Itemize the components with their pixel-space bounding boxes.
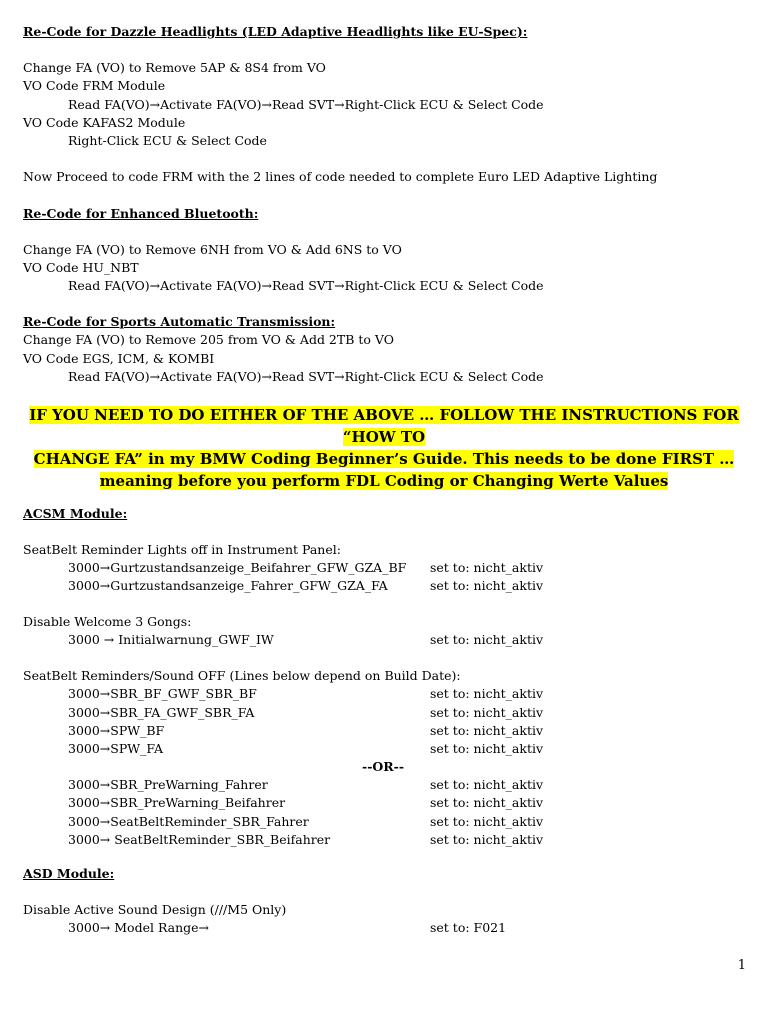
code-line: 3000→Gurtzustandsanzeige_Beifahrer_GFW_GZA_BF	[68, 560, 407, 575]
code-line: 3000→ SeatBeltReminder_SBR_Beifahrer	[68, 832, 331, 847]
code-line: 3000→SeatBeltReminder_SBR_Fahrer	[68, 814, 309, 829]
code-value: set to: nicht_aktiv	[430, 578, 544, 593]
section-heading-asd: ASD Module:	[23, 866, 115, 881]
text-line: Change FA (VO) to Remove 6NH from VO & Add 6NS to VO	[23, 242, 402, 257]
text-line: Read FA(VO)→Activate FA(VO)→Read SVT→Right-Click ECU & Select Code	[68, 369, 544, 384]
code-value: set to: nicht_aktiv	[430, 832, 544, 847]
text-line: Read FA(VO)→Activate FA(VO)→Read SVT→Right-Click ECU & Select Code	[68, 278, 544, 293]
code-value: set to: nicht_aktiv	[430, 686, 544, 701]
section-heading-enhanced-bluetooth: Re-Code for Enhanced Bluetooth:	[23, 206, 259, 221]
page-number: 1	[737, 958, 746, 973]
code-line: 3000→SPW_BF	[68, 723, 165, 738]
text-line: VO Code FRM Module	[23, 78, 166, 93]
code-value: set to: nicht_aktiv	[430, 705, 544, 720]
text-line: VO Code EGS, ICM, & KOMBI	[23, 351, 215, 366]
code-line: 3000→ Model Range→	[68, 920, 210, 935]
code-value: set to: nicht_aktiv	[430, 560, 544, 575]
group-title: SeatBelt Reminder Lights off in Instrument Panel:	[23, 542, 341, 557]
code-value: set to: nicht_aktiv	[430, 741, 544, 756]
code-value: set to: nicht_aktiv	[430, 632, 544, 647]
code-value: set to: nicht_aktiv	[430, 777, 544, 792]
group-title: Disable Welcome 3 Gongs:	[23, 614, 192, 629]
code-line: 3000→SPW_FA	[68, 741, 163, 756]
notice-line: IF YOU NEED TO DO EITHER OF THE ABOVE … FOLLOW THE INSTRUCTIONS FOR “HOW TO	[29, 406, 739, 446]
code-value: set to: nicht_aktiv	[430, 814, 544, 829]
text-line: Read FA(VO)→Activate FA(VO)→Read SVT→Right-Click ECU & Select Code	[68, 97, 544, 112]
section-heading-dazzle-headlights: Re-Code for Dazzle Headlights (LED Adaptive Headlights like EU-Spec):	[23, 24, 528, 39]
text-line: Now Proceed to code FRM with the 2 lines of code needed to complete Euro LED Adaptive Lighting	[23, 169, 658, 184]
code-line: 3000→SBR_PreWarning_Fahrer	[68, 777, 268, 792]
text-line: Change FA (VO) to Remove 5AP & 8S4 from VO	[23, 60, 326, 75]
text-line: VO Code KAFAS2 Module	[23, 115, 186, 130]
text-line: Change FA (VO) to Remove 205 from VO & Add 2TB to VO	[23, 332, 394, 347]
code-line: 3000 → Initialwarnung_GWF_IW	[68, 632, 274, 647]
section-heading-acsm: ACSM Module:	[23, 506, 128, 521]
code-line: 3000→Gurtzustandsanzeige_Fahrer_GFW_GZA_FA	[68, 578, 388, 593]
text-line: VO Code HU_NBT	[23, 260, 139, 275]
or-separator: --OR--	[362, 759, 405, 774]
section-heading-sports-transmission: Re-Code for Sports Automatic Transmission:	[23, 314, 336, 329]
code-line: 3000→SBR_BF_GWF_SBR_BF	[68, 686, 257, 701]
notice-line: CHANGE FA” in my BMW Coding Beginner’s Guide. This needs to be done FIRST …	[33, 450, 735, 468]
code-value: set to: nicht_aktiv	[430, 795, 544, 810]
code-value: set to: F021	[430, 920, 507, 935]
group-title: Disable Active Sound Design (///M5 Only)	[23, 902, 287, 917]
code-value: set to: nicht_aktiv	[430, 723, 544, 738]
notice-line: meaning before you perform FDL Coding or Changing Werte Values	[99, 472, 669, 490]
code-line: 3000→SBR_PreWarning_Beifahrer	[68, 795, 286, 810]
code-line: 3000→SBR_FA_GWF_SBR_FA	[68, 705, 255, 720]
text-line: Right-Click ECU & Select Code	[68, 133, 267, 148]
highlighted-notice	[18, 404, 750, 492]
group-title: SeatBelt Reminders/Sound OFF (Lines below depend on Build Date):	[23, 668, 461, 683]
